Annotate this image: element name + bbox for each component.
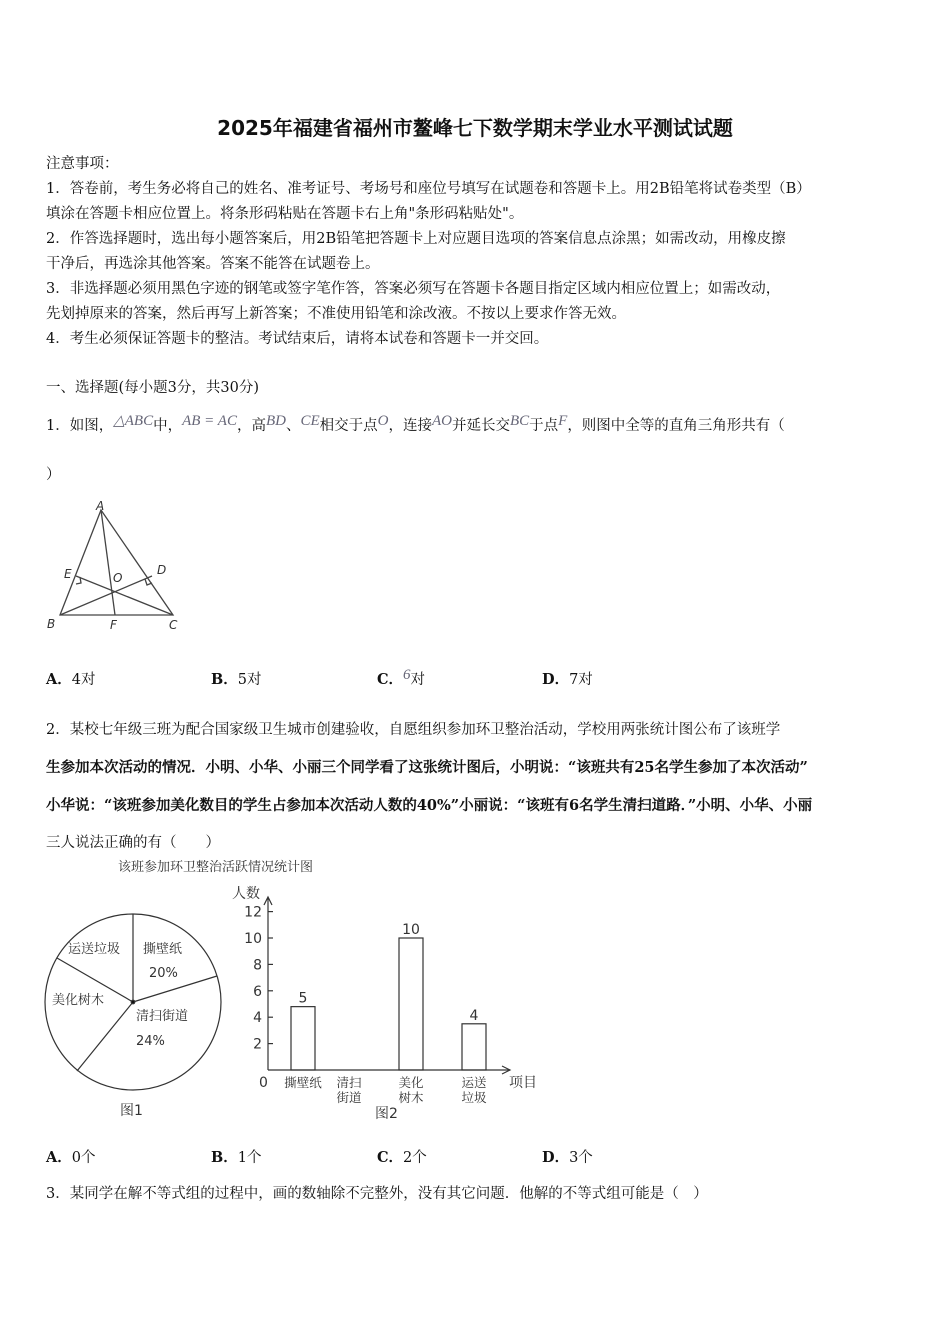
question-1-text-end: ） (46, 467, 61, 483)
math: △ABC (113, 413, 154, 429)
y-tick-label: 12 (244, 904, 262, 921)
notice-line: 1．答卷前，考生务必将自己的姓名、准考证号、考场号和座位号填写在试题卷和答题卡上。用2B铅笔将试卷类型（B） (46, 181, 811, 197)
math: BD (265, 413, 286, 429)
bar-data-label: 5 (298, 990, 308, 1007)
question-2-text: 三人说法正确的有（ ） (46, 835, 220, 851)
text: 、 (285, 418, 301, 434)
y-tick-label: 8 (253, 957, 262, 974)
pie-label-3: 运送垃圾 (68, 942, 121, 957)
pie-label-1: 清扫街道 (136, 1009, 189, 1024)
option-letter: C． (377, 671, 404, 688)
y-tick-label: 6 (253, 983, 262, 1000)
bar (462, 1024, 486, 1070)
section-heading: 一、选择题(每小题3分，共30分) (46, 380, 259, 396)
x-tick-label: 街道 (336, 1090, 362, 1105)
math: BC (509, 413, 530, 429)
option-letter: A． (46, 1149, 72, 1166)
q2-option-c[interactable] (377, 1146, 427, 1167)
q1-option-b[interactable] (211, 668, 262, 689)
page-title: 2025年福建省福州市鳌峰七下数学期末学业水平测试试题 (217, 116, 733, 140)
question-2-text: 生参加本次活动的情况．小明、小华、小丽三个同学看了这张统计图后，小明说：“该班共有25名学生参加了本次活动” (46, 759, 808, 776)
origin-label: 0 (259, 1075, 268, 1091)
q1-option-c[interactable] (377, 668, 425, 689)
text: 相交于点 (319, 418, 378, 434)
notice-line: 干净后，再选涂其他答案。答案不能答在试题卷上。 (46, 256, 380, 272)
y-tick-label: 2 (253, 1036, 262, 1053)
altitude-ce (76, 576, 173, 615)
q1-option-a[interactable] (46, 668, 96, 689)
bar-chart (264, 897, 510, 1074)
math: AO (431, 413, 452, 429)
label-f: F (110, 618, 117, 632)
text: 1．如图， (46, 418, 114, 434)
option-text: 3个 (569, 1150, 593, 1166)
math: AB = AC (182, 413, 237, 429)
pie-percent-0: 20% (149, 966, 178, 981)
right-angle-mark (76, 577, 81, 584)
bar (399, 938, 423, 1070)
option-letter: C． (377, 1149, 404, 1166)
option-text: 2个 (403, 1150, 427, 1166)
option-letter: B． (211, 671, 238, 688)
option-letter: D． (542, 1149, 570, 1166)
y-tick-label: 4 (253, 1010, 262, 1027)
x-tick-label: 清扫 (336, 1075, 362, 1090)
label-d: D (157, 563, 167, 577)
notice-line: 4．考生必须保证答题卡的整洁。考试结束后，请将本试卷和答题卡一并交回。 (46, 331, 549, 347)
pie-center (131, 1000, 135, 1004)
y-axis-label: 人数 (232, 886, 260, 902)
q2-option-d[interactable] (542, 1146, 593, 1167)
bar (291, 1007, 315, 1070)
option-text: 5对 (237, 672, 262, 688)
option-letter: D． (542, 671, 570, 688)
x-tick-label: 树木 (398, 1090, 424, 1105)
pie-percent-1: 24% (136, 1034, 165, 1049)
notice-line: 先划掉原来的答案，然后再写上新答案；不准使用铅笔和涂改液。不按以上要求作答无效。 (46, 306, 626, 322)
option-text: 0个 (71, 1150, 96, 1166)
bar-data-label: 10 (402, 922, 420, 938)
chart-title: 该班参加环卫整治活跃情况统计图 (118, 860, 314, 875)
pie-slice-divider (77, 1002, 133, 1071)
text: ，高 (236, 418, 266, 434)
math: O (377, 413, 389, 429)
text: 并延长交 (451, 418, 510, 434)
math: CE (300, 413, 320, 429)
bar-data-label: 4 (469, 1007, 479, 1024)
notice-line: 3．非选择题必须用黑色字迹的钢笔或签字笔作答，答案必须写在答题卡各题目指定区域内相应位置上；如需改动， (46, 281, 781, 297)
q2-option-b[interactable] (211, 1146, 262, 1167)
x-axis-label: 项目 (509, 1075, 537, 1091)
label-e: E (64, 567, 72, 581)
line-af (101, 510, 115, 615)
notice-line: 2．作答选择题时，选出每小题答案后，用2B铅笔把答题卡上对应题目选项的答案信息点涂黑；如需改动，用橡皮擦 (46, 231, 786, 247)
option-text: 1个 (237, 1150, 262, 1166)
x-tick-label: 垃圾 (461, 1090, 487, 1105)
q1-option-d[interactable] (542, 668, 593, 689)
label-o: O (113, 571, 123, 585)
question-2-text: 2．某校七年级三班为配合国家级卫生城市创建验收，自愿组织参加环卫整治活动，学校用两张统计图公布了该班学 (46, 722, 781, 738)
label-b: B (47, 617, 56, 631)
label-c: C (169, 618, 178, 632)
notice-line: 填涂在答题卡相应位置上。将条形码粘贴在答题卡右上角"条形码粘贴处"。 (46, 206, 524, 222)
text: 中， (153, 418, 183, 434)
pie-label-0: 撕壁纸 (143, 942, 183, 957)
altitude-bd (60, 576, 152, 615)
text: ，连接 (388, 418, 432, 434)
option-letter: B． (211, 1149, 238, 1166)
text: 于点 (529, 418, 559, 434)
question-3-text: 3．某同学在解不等式组的过程中，画的数轴除不完整外，没有其它问题．他解的不等式组可能是（ ） (46, 1186, 708, 1202)
text: ，则图中全等的直角三角形共有（ (567, 418, 785, 434)
x-tick-label: 运送 (461, 1075, 487, 1090)
option-math: 6 (403, 667, 411, 683)
pie-label-2: 美化树木 (52, 993, 105, 1008)
pie-caption: 图1 (120, 1103, 143, 1119)
option-letter: A． (46, 671, 72, 688)
notice-heading: 注意事项： (46, 156, 119, 172)
option-text: 对 (410, 672, 426, 688)
y-tick-label: 10 (244, 931, 262, 947)
x-tick-label: 撕壁纸 (284, 1075, 322, 1090)
option-text: 4对 (71, 672, 96, 688)
math: F (558, 413, 568, 429)
question-2-text: 小华说：“该班参加美化数目的学生占参加本次活动人数的40%”小丽说：“该班有6名学生清扫道路．”小明、小华、小丽 (46, 797, 813, 814)
q2-option-a[interactable] (46, 1146, 96, 1167)
label-a: A (96, 499, 105, 513)
x-tick-label: 美化 (398, 1075, 424, 1090)
option-text: 7对 (569, 672, 593, 688)
bar-caption: 图2 (375, 1106, 398, 1122)
